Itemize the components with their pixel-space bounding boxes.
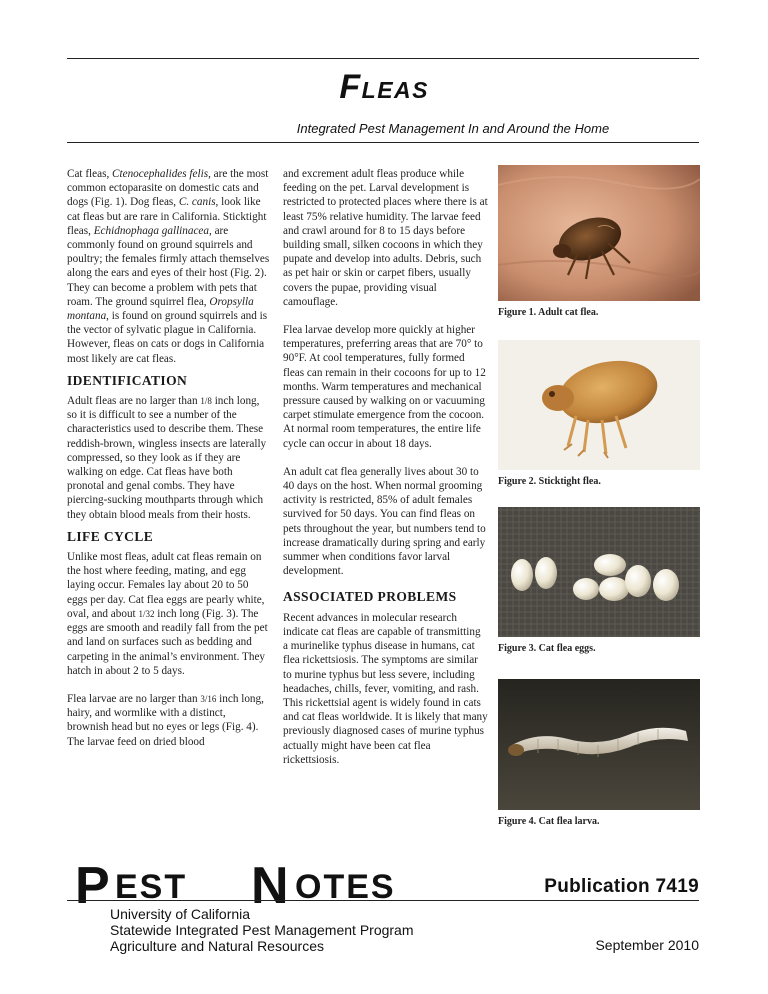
masthead-rule — [67, 900, 699, 901]
adult-lifespan-paragraph: An adult cat flea generally lives about 30 to 40 days on the host. When normal grooming activity is restricted, 85% of adult females survived for 50 days. You can find fleas on pets throughout the year, but numbers tend to increase dramatically during spring and early summer when conditions favor larval development. — [283, 465, 486, 578]
figure-1 — [498, 165, 700, 318]
text-column-1 — [67, 167, 270, 749]
temperature-paragraph: Flea larvae develop more quickly at higher temperatures, preferring areas that are 70° to 90°F. At cool temperatures, fully formed fleas can remain in their cocoons for up to 12 months. Warm temperatures and mechanical pressure caused by walking on or vacuuming carpet stimulate emergence from the cocoon. At normal room temperatures, the entire life cycle can occur in about 18 days. — [283, 324, 486, 450]
life-cycle-paragraph-2: Flea larvae are no larger than 3/16 inch long, hairy, and wormlike with a distinct, brownish head but no eyes or legs (Fig. 4). The larvae feed on dried blood — [67, 692, 264, 748]
larval-development-paragraph: and excrement adult fleas produce while feeding on the pet. Larval development is restricted to protected places where there is at least 75% relative humidity. The larvae feed and crawl around for 8 to 15 days before building small, silken cocoons in which they pupate and develop into adults. Debris, such as pet hair or skin or carpet fibers, usually covers the pupae, providing visual camouflage. — [283, 168, 488, 308]
adult-cat-flea-photo — [498, 165, 700, 301]
top-rule — [67, 58, 699, 59]
subtitle-rule — [67, 142, 699, 143]
intro-paragraph: Cat fleas, Ctenocephalides felis, are the most common ectoparasite on domestic cats and dogs (Fig. 1). Dog fleas, C. canis, look like cat fleas but are rare in California. Sticktight fleas, Echidnophaga gallinacea, are commonly found on ground squirrels and poultry; the females firmly attach themselves along the ears and eyes of their host (Fig. 2). They can become a problem with pets that roam. The ground squirrel flea, Oropsylla montana, is found on ground squirrels and is the vector of sylvatic plague in California. However, fleas on cats or dogs in California most likely are cat fleas. — [67, 168, 270, 365]
publication-number: Publication 7419 — [544, 876, 699, 897]
figure-2-caption: Figure 2. Sticktight flea. — [498, 476, 601, 487]
associated-problems-heading: ASSOCIATED PROBLEMS — [283, 589, 457, 605]
figure-2 — [498, 340, 700, 487]
figure-4 — [498, 679, 700, 827]
identification-heading: IDENTIFICATION — [67, 372, 188, 388]
figure-4-caption: Figure 4. Cat flea larva. — [498, 816, 600, 827]
text-column-2 — [283, 167, 488, 767]
sticktight-flea-photo — [498, 340, 700, 470]
life-cycle-paragraph-1: Unlike most fleas, adult cat fleas remain on the host where feeding, mating, and egg laying occur. Females lay about 20 to 50 eggs per day. Cat flea eggs are pearly white, oval, and about 1/32 inch long (Fig. 3). The eggs are smooth and readily fall from the pet and land on surfaces such as bedding and carpeting in the animal’s environment. They hatch in about 2 to 5 days. — [67, 551, 268, 677]
associated-problems-paragraph: Recent advances in molecular research indicate cat fleas are capable of transmitting a murinelike typhus disease in humans, cat flea rickettsiosis. The symptoms are similar to murine typhus but less severe, including headaches, chills, fever, vomiting, and rash. This rickettsial agent is widely found in cats and cat fleas worldwide. It is likely that many previously diagnosed cases of murine typhus actually might have been cat flea rickettsiosis. — [283, 611, 488, 766]
page-title: FLEAS — [339, 68, 429, 106]
pest-notes-logo: P EST N OTES — [75, 857, 396, 915]
cat-flea-eggs-photo — [498, 507, 700, 637]
org-line-3: Agriculture and Natural Resources — [110, 938, 324, 954]
org-line-2: Statewide Integrated Pest Management Program — [110, 922, 414, 938]
organization-block — [110, 906, 414, 954]
identification-paragraph: Adult fleas are no larger than 1/8 inch long, so it is difficult to see a number of the characteristics used to describe them. These reddish-brown, wingless insects are laterally compressed, so they look as if they are walking on edge. Cat fleas have both pronotal and genal combs. They have piercing-sucking mouthparts through which they obtain blood meals from their hosts. — [67, 395, 267, 521]
publication-date: September 2010 — [595, 937, 699, 953]
org-line-1: University of California — [110, 906, 251, 922]
figure-3-caption: Figure 3. Cat flea eggs. — [498, 643, 596, 654]
figure-1-caption: Figure 1. Adult cat flea. — [498, 307, 599, 318]
figure-3 — [498, 507, 700, 654]
cat-flea-larva-photo — [498, 679, 700, 810]
page-subtitle: Integrated Pest Management In and Around the Home — [296, 121, 610, 136]
life-cycle-heading: LIFE CYCLE — [67, 528, 154, 544]
